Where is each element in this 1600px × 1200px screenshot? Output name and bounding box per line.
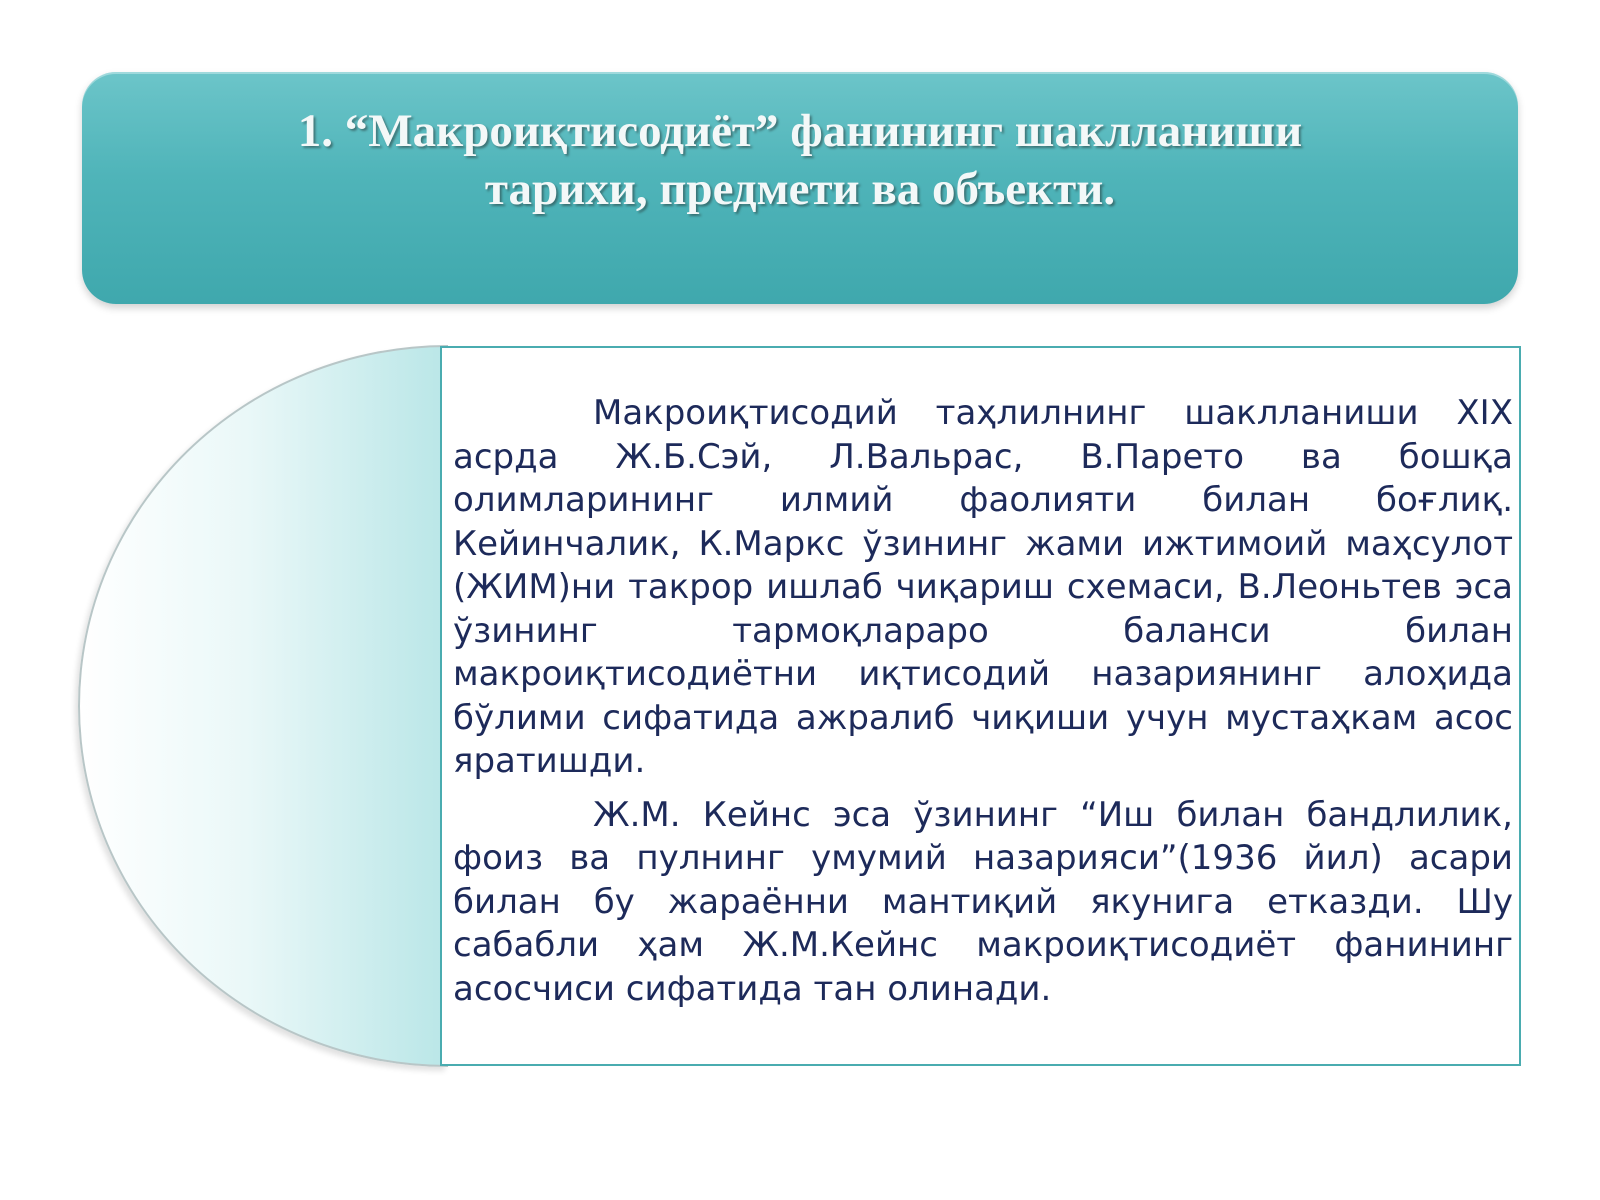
title-banner <box>82 72 1518 304</box>
body-text <box>453 392 1513 1021</box>
paragraph-1: Макроиқтисодий таҳлилнинг шаклланиши XIX асрда Ж.Б.Сэй, Л.Вальрас, В.Парето ва бошқа олимларининг илмий фаолияти билан боғлиқ. Кейинчалик, К.Маркс ўзининг жами ижтимоий маҳсулот (ЖИМ)ни такрор ишлаб чиқариш схемаси, В.Леоньтев эса ўзининг тармоқлараро баланси билан макроиқтисодиётни иқтисодий назариянинг алоҳида бўлими сифатида ажралиб чиқиши учун мустаҳкам асос яратишди. <box>453 393 1513 781</box>
slide-title <box>82 102 1518 218</box>
content-box <box>440 346 1521 1066</box>
decorative-half-circle <box>78 345 448 1067</box>
paragraph-2: Ж.М. Кейнс эса ўзининг “Иш билан бандлилик, фоиз ва пулнинг умумий назарияси”(1936 йил) асари билан бу жараённи мантиқий якунига етказди. Шу сабабли ҳам Ж.М.Кейнс макроиқтисодиёт фанининг асосчиси сифатида тан олинади. <box>453 794 1513 1009</box>
slide-title-line-2: тарихи, предмети ва объекти. <box>484 163 1116 215</box>
slide-title-line-1: 1. “Макроиқтисодиёт” фанининг шаклланиши <box>297 105 1303 157</box>
